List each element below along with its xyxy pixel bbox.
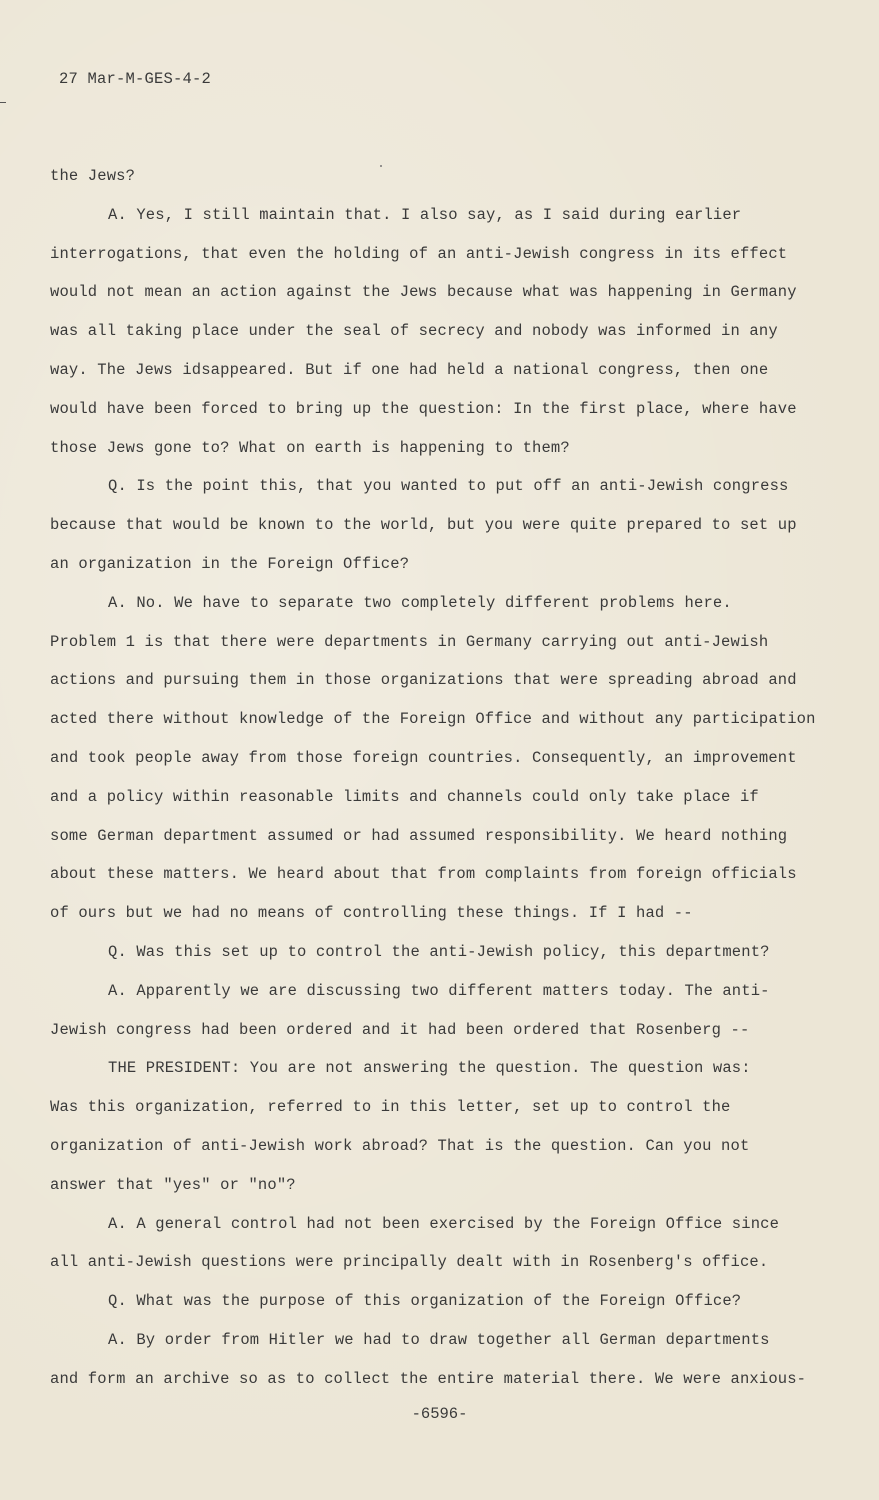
transcript-line: because that would be known to the world, but you were quite prepared to set up — [50, 516, 797, 535]
transcript-line: organization of anti-Jewish work abroad? That is the question. Can you not — [50, 1136, 750, 1155]
transcript-line: was all taking place under the seal of secrecy and nobody was informed in any — [50, 322, 778, 341]
transcript-line: would have been forced to bring up the question: In the first place, where have — [50, 399, 797, 418]
transcript-line: some German department assumed or had assumed responsibility. We heard nothing — [50, 826, 788, 845]
transcript-line: would not mean an action against the Jews because what was happening in Germany — [50, 283, 797, 302]
transcript-line: A. Apparently we are discussing two different matters today. The anti- — [108, 981, 770, 1000]
transcript-line: of ours but we had no means of controlling these things. If I had -- — [50, 904, 693, 923]
transcript-line: and a policy within reasonable limits and channels could only take place if — [50, 787, 759, 806]
transcript-line: acted there without knowledge of the Foreign Office and without any participation — [50, 710, 816, 729]
transcript-line: A. No. We have to separate two completely different problems here. — [108, 593, 732, 612]
transcript-line: interrogations, that even the holding of an anti-Jewish congress in its effect — [50, 244, 788, 263]
transcript-line: way. The Jews idsappeared. But if one had held a national congress, then one — [50, 360, 769, 379]
document-header: 27 Mar-M-GES-4-2 — [59, 70, 212, 88]
transcript-line: actions and pursuing them in those organizations that were spreading abroad and — [50, 671, 797, 690]
transcript-line: the Jews? — [50, 167, 136, 185]
transcript-line: A. A general control had not been exercised by the Foreign Office since — [108, 1214, 780, 1233]
transcript-line: and took people away from those foreign countries. Consequently, an improvement — [50, 748, 797, 767]
transcript-body — [50, 164, 850, 1406]
transcript-line: all anti-Jewish questions were principally dealt with in Rosenberg's office. — [50, 1253, 769, 1272]
transcript-line: Was this organization, referred to in this letter, set up to control the — [50, 1098, 731, 1117]
page-number: -6596- — [411, 1405, 468, 1423]
transcript-line: Q. What was the purpose of this organization of the Foreign Office? — [108, 1292, 742, 1311]
transcript-line: Q. Was this set up to control the anti-Jewish policy, this department? — [108, 942, 770, 961]
transcript-line: A. Yes, I still maintain that. I also say, as I said during earlier — [108, 205, 742, 224]
transcript-line: Q. Is the point this, that you wanted to put off an anti-Jewish congress — [108, 477, 789, 496]
transcript-line: answer that "yes" or "no"? — [50, 1175, 296, 1194]
transcript-line: Problem 1 is that there were departments in Germany carrying out anti-Jewish — [50, 632, 769, 651]
transcript-line: about these matters. We heard about that from complaints from foreign officials — [50, 865, 797, 884]
transcript-line: A. By order from Hitler we had to draw together all German departments — [108, 1330, 770, 1349]
transcript-line: Jewish congress had been ordered and it had been ordered that Rosenberg -- — [50, 1020, 750, 1039]
transcript-line: those Jews gone to? What on earth is happening to them? — [50, 438, 570, 457]
margin-mark — [0, 102, 6, 103]
transcript-line: THE PRESIDENT: You are not answering the question. The question was: — [108, 1059, 751, 1078]
transcript-line: and form an archive so as to collect the entire material there. We were anxious- — [50, 1369, 807, 1388]
transcript-line: an organization in the Foreign Office? — [50, 554, 410, 573]
